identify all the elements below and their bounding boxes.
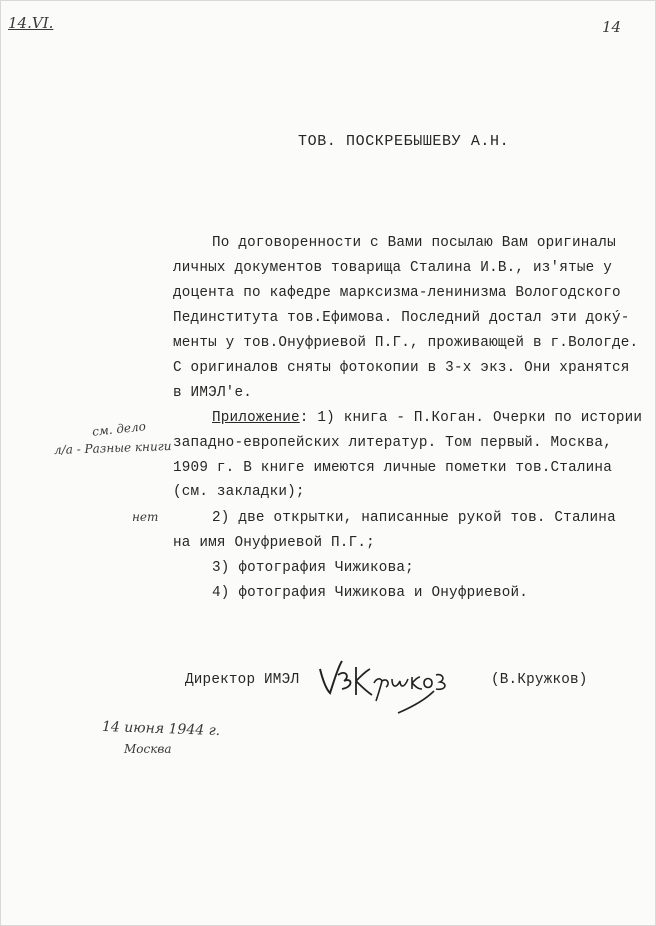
attachment-item1-line2: западно-европейских литератур. Том первый. Москва,	[173, 435, 612, 451]
margin-note-not-present: нет	[132, 510, 159, 524]
attachment-label: Приложение	[212, 410, 300, 426]
handwritten-place: Москва	[124, 742, 172, 756]
addressee-title: ТОВ. ПОСКРЕБЫШЕВУ А.Н.	[298, 133, 510, 150]
attachment-line-1	[212, 410, 642, 426]
handwritten-date-top: 14.VI.	[8, 14, 54, 32]
signatory-name: (В.Кружков)	[491, 672, 588, 688]
page-number: 14	[602, 18, 622, 36]
attachment-item1-line4: (см. закладки);	[173, 484, 305, 500]
attachment-item4: 4) фотография Чижикова и Онуфриевой.	[212, 585, 529, 601]
body-line-6: С оригиналов сняты фотокопии в 3-х экз. Они хранятся	[173, 360, 630, 376]
margin-note-see-file-1: см. дело	[91, 419, 147, 439]
handwritten-date-bottom: 14 июня 1944 г.	[101, 718, 221, 740]
body-line-5: менты у тов.Онуфриевой П.Г., проживающей в г.Вологде.	[173, 335, 639, 351]
body-line-3: доцента по кафедре марксизма-ленинизма Вологодского	[173, 285, 621, 301]
body-line-1: По договоренности с Вами посылаю Вам оригиналы	[212, 235, 616, 251]
attachment-item2-line2: на имя Онуфриевой П.Г.;	[173, 535, 375, 551]
body-line-2: личных документов товарища Сталина И.В., из'ятые у	[173, 260, 612, 276]
body-line-7: в ИМЭЛ'е.	[173, 385, 253, 401]
attachment-item1-line1: : 1) книга - П.Коган. Очерки по истории	[299, 410, 643, 426]
handwritten-signature	[316, 655, 456, 715]
attachment-item3: 3) фотография Чижикова;	[212, 560, 414, 576]
body-line-4: Пединститута тов.Ефимова. Последний достал эти докý-	[173, 310, 630, 326]
margin-note-see-file-2: л/а - Разные книги	[53, 438, 172, 458]
attachment-item1-line3: 1909 г. В книге имеются личные пометки тов.Сталина	[173, 460, 612, 476]
attachment-item2-line1: 2) две открытки, написанные рукой тов. Сталина	[212, 510, 616, 526]
signatory-position: Директор ИМЭЛ	[185, 672, 300, 688]
